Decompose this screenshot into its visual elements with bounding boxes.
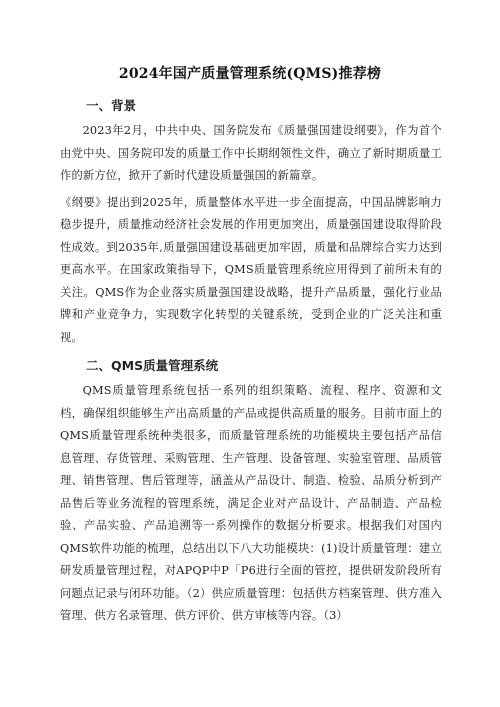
document-title: 2024年国产质量管理系统(QMS)推荐榜 [118, 66, 382, 82]
section-heading-background: 一、背景 [86, 98, 137, 113]
section-heading-qms: 二、QMS质量管理系统 [86, 358, 219, 373]
paragraph: 《纲要》提出到2025年，质量整体水平进一步全面提高，中国品牌影响力稳步提升，质量推动经济社会发展的作用更加突出，质量强国建设取得阶段性成效。到2035年,质量强国建设基础更加牢固，质量和品牌综合实力达到更高水平。在国家政策指导下，QMS质量管理系统应用得到了前所未有的关注。QMS作为企业落实质量强国建设战略，提升产品质量，强化行业品牌和产业竞争力，实现数字化转型的关键系统，受到企业的广泛关注和重视。 [60, 195, 442, 344]
section-body-background [60, 120, 442, 349]
paragraph: QMS质量管理系统包括一系列的组织策略、流程、程序、资源和文档，确保组织能够生产出高质量的产品或提供高质量的服务。目前市面上的QMS质量管理系统种类很多，而质量管理系统的功能模块主要包括产品信息管理、存货管理、采购管理、生产管理、设备管理、实验室管理、品质管理、销售管理、售后管理等，涵盖从产品设计、制造、检验、品质分析到产品售后等业务流程的管理系统，满足企业对产品设计、产品制造、产品检验、产品实验、产品追溯等一系列操作的数据分析要求。根据我们对国内QMS软件功能的梳理，总结出以下八大功能模块：(1)设计质量管理：建立研发质量管理过程，对APQP中P「P6进行全面的管控，提供研发阶段所有问题点记录与闭环功能。（2）供应质量管理：包括供方档案管理、供方准入管理、供方名录管理、供方评价、供方审核等内容。（3） [60, 384, 442, 622]
section-body-qms [60, 380, 442, 628]
paragraph: 2023年2月，中共中央、国务院发布《质量强国建设纲要》，作为首个由党中央、国务院印发的质量工作中长期纲领性文件，确立了新时期质量工作的新方位，掀开了新时代建设质量强国的新篇章。 [60, 124, 442, 182]
